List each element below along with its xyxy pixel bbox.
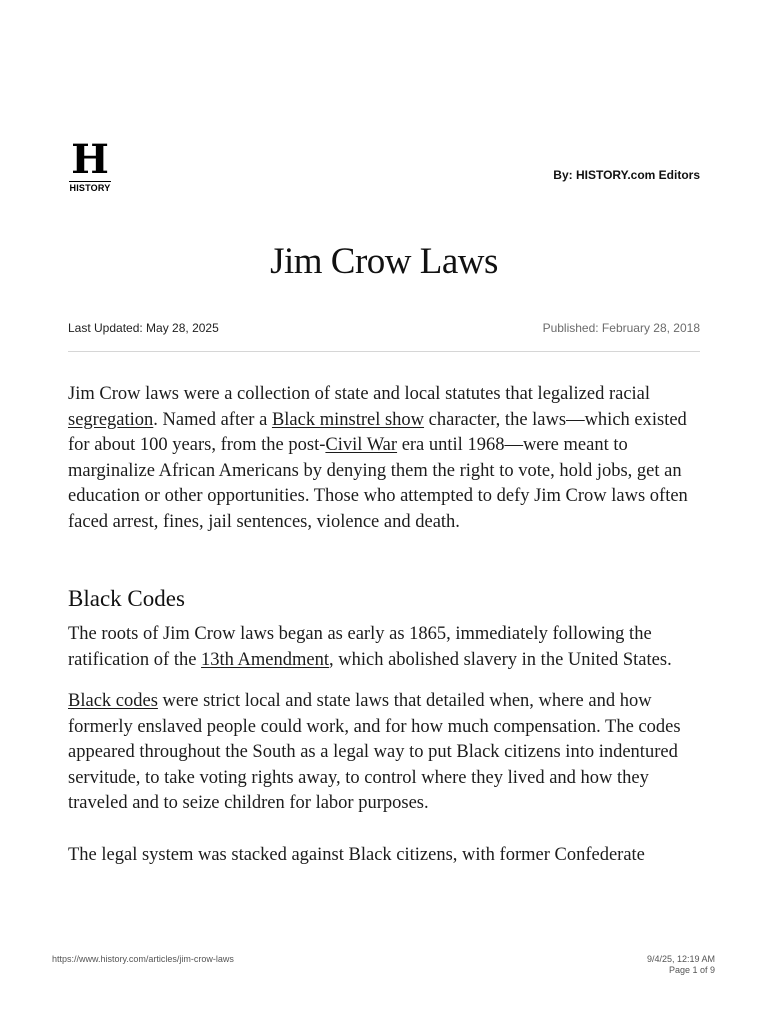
intro-text-2: . Named after a	[153, 409, 272, 430]
civil-war-link[interactable]: Civil War	[325, 435, 398, 455]
black-codes-link[interactable]: Black codes	[68, 691, 158, 711]
history-h-mark: H	[71, 136, 109, 183]
article-meta	[68, 321, 700, 335]
history-logo[interactable]	[67, 136, 113, 193]
intro-text-4: era until 1968—were meant to marginalize African Americans by denying them the right to vote, hold jobs, get an education or other opportunities. Those who attempted to defy Jim Crow laws often faced arrest, fines, jail sentences, violence and death.	[68, 435, 688, 532]
roots-paragraph	[68, 622, 708, 673]
roots-text-1: The roots of Jim Crow laws began as early as 1865, immediately following the ratification of the	[68, 624, 652, 670]
black-minstrel-show-link[interactable]: Black minstrel show	[271, 409, 425, 430]
black-codes-paragraph	[68, 689, 708, 817]
article-body	[68, 382, 708, 884]
intro-paragraph	[68, 382, 708, 535]
page-number: Page 1 of 9	[668, 965, 715, 975]
page-title: Jim Crow Laws	[270, 241, 498, 282]
footer-url: https://www.history.com/articles/jim-crow-laws	[52, 954, 234, 964]
history-wordmark: HISTORY	[69, 183, 111, 193]
legal-system-paragraph: The legal system was stacked against Black citizens, with former Confederate	[68, 844, 645, 865]
roots-text-2: , which abolished slavery in the United States.	[329, 649, 672, 670]
intro-text-3: character, the laws—which existed for about 100 years, from the post-	[68, 409, 687, 455]
intro-text-1: Jim Crow laws were a collection of state and local statutes that legalized racial	[68, 384, 651, 404]
published-date: Published: February 28, 2018	[542, 321, 700, 335]
footer-print-info	[647, 954, 715, 976]
byline: By: HISTORY.com Editors	[553, 168, 700, 182]
last-updated-date: Last Updated: May 28, 2025	[68, 321, 219, 335]
segregation-link[interactable]: segregation	[68, 409, 154, 430]
section-heading-black-codes: Black Codes	[68, 586, 185, 611]
print-datetime: 9/4/25, 12:19 AM	[646, 954, 715, 964]
header-divider	[68, 351, 700, 352]
13th-amendment-link[interactable]: 13th Amendment	[201, 649, 329, 670]
black-codes-text: were strict local and state laws that detailed when, where and how formerly enslaved people could work, and for how much compensation. The codes appeared throughout the South as a legal way to put Black citizens into indentured servitude, to take voting rights away, to control where they lived and how they traveled and to seize children for labor purposes.	[68, 691, 681, 813]
